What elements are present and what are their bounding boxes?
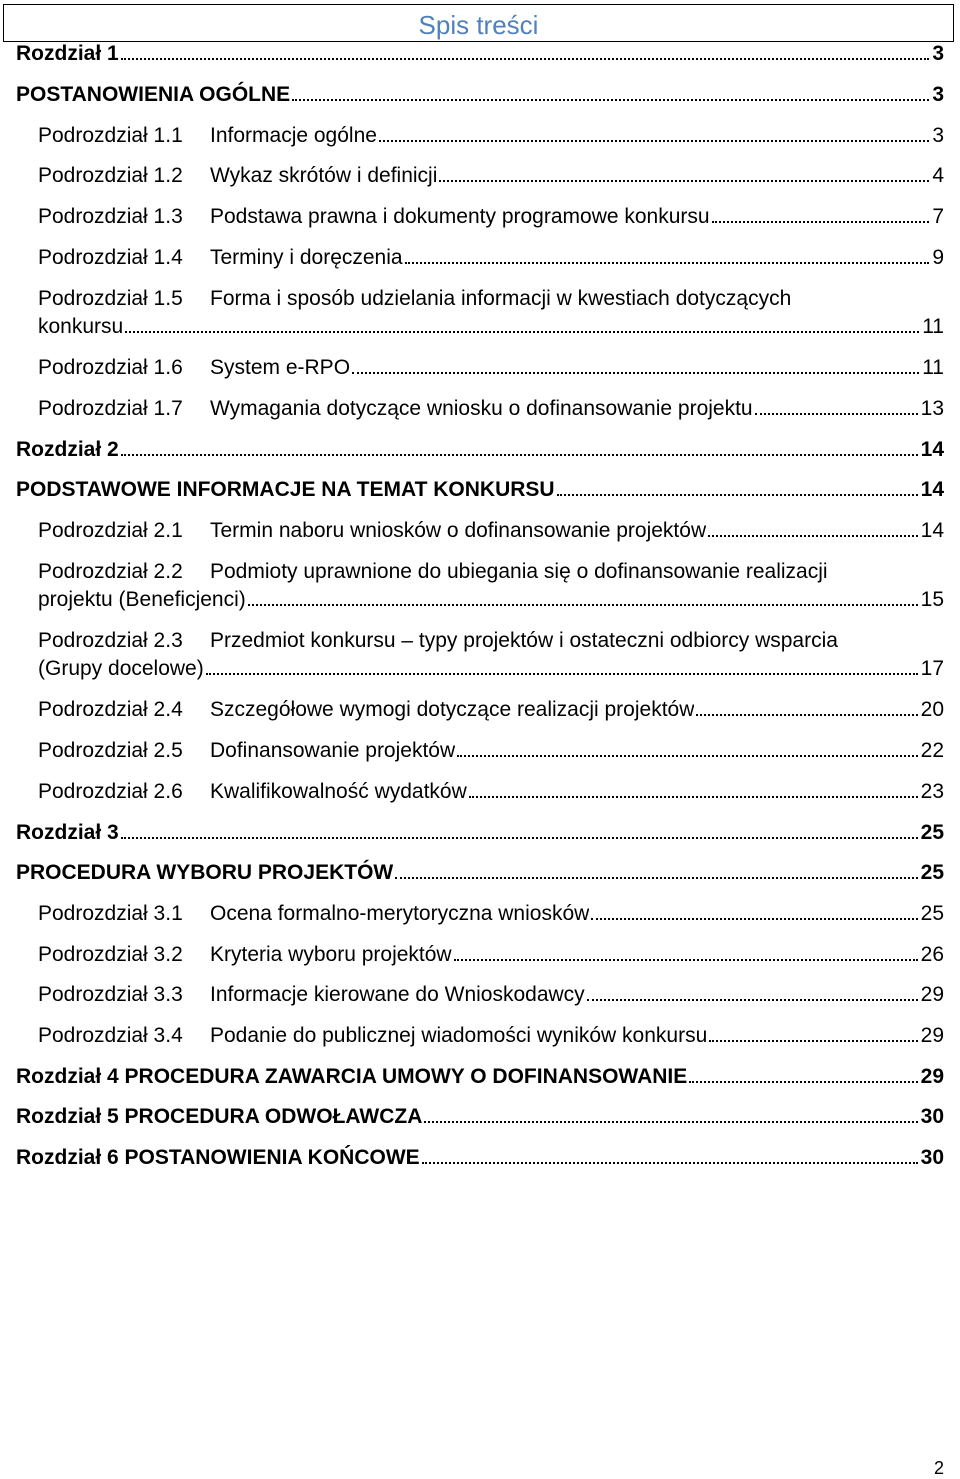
toc-subchapter-entry[interactable] [0, 627, 960, 683]
toc-entry-number: Podrozdział 3.1 [38, 902, 183, 925]
toc-entry-label [38, 737, 455, 765]
toc-entry-row [0, 859, 960, 887]
dot-leader [352, 372, 919, 374]
toc-entry-label [38, 122, 377, 150]
toc-subchapter-entry[interactable] [0, 1022, 960, 1050]
page-number: 2 [933, 1458, 944, 1478]
toc-entry-number: Podrozdział 2.3 [38, 629, 183, 652]
dot-leader [121, 58, 930, 60]
toc-entry-page: 26 [920, 943, 944, 966]
dot-leader [457, 755, 918, 757]
toc-entry-row [0, 586, 960, 614]
toc-subchapter-entry[interactable] [0, 354, 960, 382]
toc-subchapter-entry[interactable] [0, 778, 960, 806]
toc-entry-number: Podrozdział 3.4 [38, 1024, 183, 1047]
toc-entry-row [0, 1103, 960, 1131]
toc-subchapter-entry[interactable] [0, 696, 960, 724]
toc-entry-number: Podrozdział 1.1 [38, 124, 183, 147]
toc-entry-text: PROCEDURA WYBORU PROJEKTÓW [16, 861, 394, 884]
toc-entry-row [0, 696, 960, 724]
toc-chapter-entry[interactable] [0, 819, 960, 847]
toc-entry-page: 9 [932, 246, 944, 269]
toc-entry-text: Forma i sposób udzielania informacji w kwestiach dotyczących [210, 287, 792, 310]
toc-entry-row [0, 819, 960, 847]
toc-subchapter-entry[interactable] [0, 981, 960, 1009]
toc-entry-number: Podrozdział 1.6 [38, 356, 183, 379]
toc-entry-label [38, 244, 403, 272]
toc-entry-row [0, 81, 960, 109]
toc-entry-label [38, 900, 589, 928]
toc-entry-number: Podrozdział 1.3 [38, 205, 183, 228]
toc-chapter-entry[interactable] [0, 40, 960, 68]
toc-entry-continuation: (Grupy docelowe) [38, 657, 204, 680]
dot-leader [755, 413, 918, 415]
toc-entry-page: 15 [920, 588, 944, 611]
toc-entry-label [38, 655, 204, 683]
toc-entry-label [16, 819, 119, 847]
dot-leader [379, 140, 929, 142]
toc-entry-page: 30 [920, 1105, 944, 1128]
toc-entry-row [0, 476, 960, 504]
toc-entry-page: 14 [920, 478, 944, 501]
toc-entry-page: 29 [920, 1065, 944, 1088]
toc-chapter-entry[interactable] [0, 1063, 960, 1091]
toc-entry-page: 20 [920, 698, 944, 721]
toc-chapter-entry[interactable] [0, 436, 960, 464]
toc-entry-row [0, 40, 960, 68]
toc-entry-page: 4 [932, 164, 944, 187]
toc-entry-label [38, 313, 123, 341]
toc-entry-label [16, 859, 393, 887]
toc-entry-page: 22 [920, 739, 944, 762]
toc-entry-number: Podrozdział 2.6 [38, 780, 183, 803]
toc-entry-page: 3 [932, 83, 944, 106]
toc-entry-row [0, 203, 960, 231]
toc-entry-number: Podrozdział 1.4 [38, 246, 183, 269]
toc-entry-row [0, 122, 960, 150]
toc-entry-continuation: projektu (Beneficjenci) [38, 588, 246, 611]
toc-entry-first-line [0, 285, 960, 313]
toc-entry-page: 14 [920, 519, 944, 542]
toc-entry-page: 11 [922, 356, 944, 379]
toc-entry-row [0, 436, 960, 464]
toc-entry-row [0, 1063, 960, 1091]
toc-entry-first-line [0, 558, 960, 586]
toc-entry-text: Rozdział 3 [16, 821, 119, 844]
dot-leader [709, 1040, 917, 1042]
toc-entry-text: PODSTAWOWE INFORMACJE NA TEMAT KONKURSU [16, 478, 555, 501]
dot-leader [395, 877, 917, 879]
toc-entry-label [38, 162, 437, 190]
toc-entry-label [16, 436, 119, 464]
dot-leader [439, 180, 929, 182]
toc-entry-number: Podrozdział 1.7 [38, 397, 183, 420]
toc-entry-page: 25 [920, 861, 944, 884]
toc-entry-page: 17 [920, 657, 944, 680]
toc-entry-row [0, 162, 960, 190]
dot-leader [469, 796, 918, 798]
toc-entry-label [16, 81, 290, 109]
toc-subchapter-entry[interactable] [0, 941, 960, 969]
toc-subchapter-entry[interactable] [0, 203, 960, 231]
toc-entry-text: Podmioty uprawnione do ubiegania się o dofinansowanie realizacji [210, 560, 828, 583]
toc-entry-label [38, 586, 246, 614]
toc-entry-label [38, 981, 585, 1009]
toc-entry-page: 29 [920, 983, 944, 1006]
dot-leader [587, 999, 918, 1001]
toc-entry-row [0, 941, 960, 969]
toc-entry-label [38, 696, 694, 724]
toc-entry-text: Rozdział 1 [16, 42, 119, 65]
toc-chapter-entry[interactable] [0, 1103, 960, 1131]
toc-chapter-entry[interactable] [0, 476, 960, 504]
toc-entry-text: Dofinansowanie projektów [210, 739, 456, 762]
toc-entry-text: Podanie do publicznej wiadomości wyników konkursu [210, 1024, 708, 1047]
toc-entry-text: Ocena formalno-merytoryczna wniosków [210, 902, 590, 925]
dot-leader [689, 1081, 917, 1083]
toc-entry-row [0, 1022, 960, 1050]
toc-title-box [3, 4, 954, 42]
toc-entry-row [0, 655, 960, 683]
toc-entry-page: 7 [932, 205, 944, 228]
toc-entry-page: 3 [932, 42, 944, 65]
toc-subchapter-entry[interactable] [0, 558, 960, 614]
toc-entry-label [38, 395, 753, 423]
dot-leader [248, 604, 918, 606]
toc-entry-text: Wykaz skrótów i definicji [210, 164, 438, 187]
toc-entry-number: Podrozdział 2.4 [38, 698, 183, 721]
dot-leader [424, 1121, 917, 1123]
toc-entry-page: 14 [920, 438, 944, 461]
toc-entry-page: 11 [922, 315, 944, 338]
toc-entry-row [0, 737, 960, 765]
toc-entry-label [16, 40, 119, 68]
toc-subchapter-entry[interactable] [0, 517, 960, 545]
dot-leader [557, 494, 918, 496]
toc-entry-row [0, 778, 960, 806]
toc-entry-row [0, 313, 960, 341]
toc-subchapter-entry[interactable] [0, 162, 960, 190]
toc-entry-text: Rozdział 5 PROCEDURA ODWOŁAWCZA [16, 1105, 423, 1128]
toc-entry-page: 3 [932, 124, 944, 147]
toc-entry-page: 30 [920, 1146, 944, 1169]
toc-entry-number: Podrozdział 1.2 [38, 164, 183, 187]
toc-entry-page: 25 [920, 821, 944, 844]
toc-entry-text: Terminy i doręczenia [210, 246, 403, 269]
toc-chapter-entry[interactable] [0, 1144, 960, 1172]
dot-leader [405, 262, 930, 264]
toc-entry-row [0, 244, 960, 272]
toc-entry-number: Podrozdział 1.5 [38, 287, 183, 310]
toc-entry-first-line [0, 627, 960, 655]
toc-subchapter-entry[interactable] [0, 244, 960, 272]
toc-entry-row [0, 517, 960, 545]
toc-entry-row [0, 900, 960, 928]
dot-leader [121, 837, 918, 839]
toc-entry-row [0, 1144, 960, 1172]
toc-entry-page: 13 [920, 397, 944, 420]
toc-entry-text: Termin naboru wniosków o dofinansowanie projektów [210, 519, 707, 542]
toc-entry-text: Informacje kierowane do Wnioskodawcy [210, 983, 585, 1006]
toc-entry-text: Szczegółowe wymogi dotyczące realizacji projektów [210, 698, 695, 721]
dot-leader [454, 959, 918, 961]
toc-entry-text: Kwalifikowalność wydatków [210, 780, 467, 803]
toc-entry-text: System e-RPO [210, 356, 351, 379]
dot-leader [292, 99, 929, 101]
toc-subchapter-entry[interactable] [0, 737, 960, 765]
dot-leader [121, 454, 918, 456]
toc-chapter-entry[interactable] [0, 81, 960, 109]
toc-entry-text: Rozdział 2 [16, 438, 119, 461]
toc-entry-number: Podrozdział 2.2 [38, 560, 183, 583]
toc-entry-page: 23 [920, 780, 944, 803]
toc-entry-label [38, 941, 452, 969]
toc-entry-label [38, 354, 350, 382]
toc-subchapter-entry[interactable] [0, 900, 960, 928]
toc-entry-text: Wymagania dotyczące wniosku o dofinansowanie projektu [210, 397, 753, 420]
toc-entry-label [38, 778, 467, 806]
toc-entry-page: 25 [920, 902, 944, 925]
toc-entry-text: Rozdział 4 PROCEDURA ZAWARCIA UMOWY O DOFINANSOWANIE [16, 1065, 688, 1088]
toc-entry-label [38, 517, 706, 545]
toc-entry-continuation: konkursu [38, 315, 124, 338]
toc-entry-text: Podstawa prawna i dokumenty programowe konkursu [210, 205, 710, 228]
toc-entry-text: Kryteria wyboru projektów [210, 943, 452, 966]
toc-entry-label [16, 1144, 420, 1172]
toc-entry-row [0, 395, 960, 423]
dot-leader [591, 918, 917, 920]
dot-leader [206, 673, 918, 675]
toc-entry-label [38, 1022, 707, 1050]
dot-leader [125, 331, 919, 333]
dot-leader [696, 714, 917, 716]
toc-entry-text: Przedmiot konkursu – typy projektów i ostateczni odbiorcy wsparcia [210, 629, 838, 652]
toc-entry-text: POSTANOWIENIA OGÓLNE [16, 83, 291, 106]
dot-leader [708, 535, 918, 537]
toc-chapter-entry[interactable] [0, 859, 960, 887]
toc-entry-label [16, 1103, 422, 1131]
toc-entry-number: Podrozdział 3.2 [38, 943, 183, 966]
toc-entry-number: Podrozdział 2.5 [38, 739, 183, 762]
toc-entry-text: Informacje ogólne [210, 124, 377, 147]
toc-entry-row [0, 981, 960, 1009]
toc-entry-label [16, 476, 555, 504]
toc-subchapter-entry[interactable] [0, 395, 960, 423]
toc-title: Spis treści [418, 10, 539, 40]
toc-entry-label [16, 1063, 687, 1091]
dot-leader [422, 1162, 918, 1164]
dot-leader [712, 221, 930, 223]
toc-entry-text: Rozdział 6 POSTANOWIENIA KOŃCOWE [16, 1146, 420, 1169]
toc-subchapter-entry[interactable] [0, 285, 960, 341]
toc-subchapter-entry[interactable] [0, 122, 960, 150]
toc-entry-row [0, 354, 960, 382]
toc-entry-number: Podrozdział 3.3 [38, 983, 183, 1006]
toc-entry-page: 29 [920, 1024, 944, 1047]
toc-entry-label [38, 203, 710, 231]
toc-entry-number: Podrozdział 2.1 [38, 519, 183, 542]
